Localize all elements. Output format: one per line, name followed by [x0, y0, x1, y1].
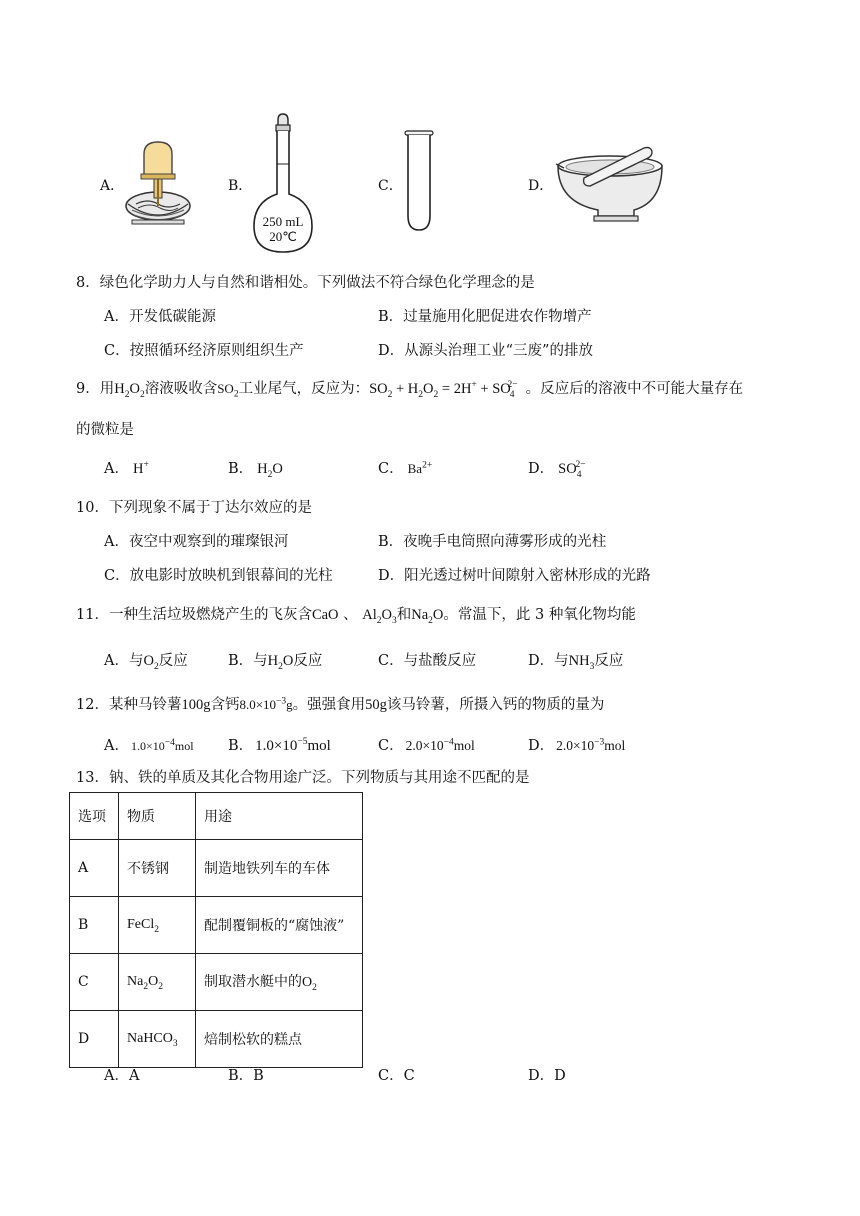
q12-stem-suffix: 该马铃薯，所摄入钙的物质的量为 — [386, 697, 605, 713]
row-c-substance — [119, 954, 196, 1011]
table-row — [70, 1011, 363, 1068]
mortar-and-pestle-icon — [554, 144, 666, 222]
q7-option-c-label: C． — [378, 178, 403, 194]
h2o-formula-q11: $H_2O$ — [267, 653, 294, 672]
q9-equation: $SO_2 + H_2O_2 = 2H^+ + SO_4^{2-}$ — [369, 380, 518, 400]
q12-a-unit: mol — [174, 739, 194, 753]
q10-option-d: D．阳光透过树叶间隙射入密林形成的光路 — [378, 568, 651, 584]
q12-b-mantissa: 1.0×10 — [255, 738, 298, 754]
q9-option-a-label: A． — [104, 461, 129, 477]
q12-a-exponent: −4 — [164, 738, 175, 748]
row-a-option: A — [70, 840, 119, 897]
q12-b-unit: mol — [307, 738, 331, 754]
q11-option-d-prefix: D．与 — [528, 653, 569, 669]
q9-stem-prefix: 9．用 — [76, 381, 115, 397]
volumetric-flask-icon — [252, 112, 314, 254]
q12-option-b-value — [255, 738, 331, 754]
row-d-substance — [119, 1011, 196, 1068]
row-b-use: 配制覆铜板的“腐蚀液” — [196, 897, 363, 954]
q11-stem-suffix: 。常温下，此 3 种氧化物均能 — [443, 607, 636, 623]
so2-formula: $SO_2$ — [217, 381, 239, 400]
h2o2-formula: $H_2O_2$ — [114, 381, 145, 400]
q11-stem-prefix: 11．一种生活垃圾燃烧产生的飞灰含 — [76, 607, 312, 623]
q12-stem-mid1: 含钙 — [210, 697, 240, 713]
q9-stem-mid1: 溶液吸收含 — [144, 381, 218, 397]
q12-option-a-label: A． — [104, 738, 129, 754]
o2-formula: $O_2$ — [143, 653, 159, 672]
h2o-formula: $H_2O$ — [257, 461, 283, 480]
test-tube-icon — [402, 130, 436, 232]
row-b-substance — [119, 897, 196, 954]
q7-option-a-label: A． — [100, 178, 125, 194]
q9-stem-mid2: 工业尾气，反应为： — [238, 381, 370, 397]
header-substance: 物质 — [119, 793, 196, 840]
q11-option-a — [104, 649, 188, 672]
q9-option-c-label: C． — [378, 461, 404, 477]
q12-option-c — [378, 734, 475, 755]
mass-50g: 50g — [365, 697, 387, 713]
al2o3-formula: $Al_2O_3$ — [362, 607, 397, 626]
q12-option-d-label: D． — [528, 738, 555, 754]
o2-formula-table: $O_2$ — [302, 975, 317, 993]
row-a-substance: 不锈钢 — [119, 840, 196, 897]
nahco3-formula: NaHCO$_3$ — [127, 1030, 178, 1049]
nh3-formula: $NH_3$ — [568, 653, 595, 672]
q12-option-d — [528, 734, 625, 755]
q12-d-unit: mol — [604, 738, 626, 753]
q12-stem — [76, 693, 604, 714]
table-header-row — [70, 793, 363, 840]
q13-stem: 13．钠、铁的单质及其化合物用途广泛。下列物质与其用途不匹配的是 — [76, 770, 530, 786]
q12-option-c-value — [406, 738, 475, 753]
row-d-option: D — [70, 1011, 119, 1068]
q9-stem — [76, 377, 743, 400]
q12-option-b-label: B． — [228, 738, 254, 754]
q12-stem-prefix: 12．某种马铃薯 — [76, 697, 182, 713]
row-b-option: B — [70, 897, 119, 954]
q12-c-exponent: −4 — [443, 737, 454, 748]
sulfate-ion-formula: $SO_4^{2-}$ — [558, 460, 586, 480]
header-use: 用途 — [196, 793, 363, 840]
row-c-use-text: 制取潜水艇中的 — [204, 974, 302, 991]
q10-option-a: A．夜空中观察到的璀璨银河 — [104, 534, 289, 550]
q11-option-b-prefix: B．与 — [228, 653, 268, 669]
q12-a-mantissa: 1.0×10 — [130, 739, 165, 753]
q12-c-unit: mol — [453, 738, 475, 753]
row-d-use: 焙制松软的糕点 — [196, 1011, 363, 1068]
q11-stem: 11．一种生活垃圾燃烧产生的飞灰含CaO 、 $Al_2O_3$和$Na_2O$。常温下，此 3 种氧化物均能 — [76, 607, 636, 626]
q12-stem-mid2: 。强强食用 — [292, 697, 366, 713]
q9-option-b-label: B． — [228, 461, 254, 477]
q11-stem-and: 和 — [396, 607, 412, 623]
q11-option-d-suffix: 反应 — [594, 653, 624, 669]
header-option: 选项 — [70, 793, 119, 840]
q8-option-c: C．按照循环经济原则组织生产 — [104, 343, 304, 359]
na2o-formula: $Na_2O$ — [411, 607, 444, 626]
q11-option-a-suffix: 反应 — [158, 653, 188, 669]
ba-ion-formula: $Ba^{2+}$ — [407, 460, 433, 476]
cao-formula: CaO — [311, 607, 339, 623]
q8-stem: 8．绿色化学助力人与自然和谐相处。下列做法不符合绿色化学理念的是 — [76, 275, 535, 291]
q9-stem-line2: 的微粒是 — [76, 422, 134, 438]
q10-stem: 10．下列现象不属于丁达尔效应的是 — [76, 500, 312, 516]
q8-option-d: D．从源头治理工业“三废”的排放 — [378, 343, 593, 359]
q9-option-c — [378, 457, 432, 478]
na2o2-formula: $Na_2O_2$ — [127, 973, 163, 992]
q13-table — [69, 792, 363, 1068]
table-row — [70, 840, 363, 897]
q12-b-exponent: −5 — [297, 737, 308, 747]
q9-option-b — [228, 457, 283, 480]
flask-temperature-text: 20℃ — [269, 229, 297, 244]
q12-d-exponent: −3 — [594, 737, 605, 748]
q9-stem-suffix: 。反应后的溶液中不可能大量存在 — [525, 381, 744, 397]
q8-option-a: A．开发低碳能源 — [104, 309, 216, 325]
q12-option-d-value — [556, 738, 625, 753]
q9-option-d — [528, 457, 592, 480]
q11-option-c: C．与盐酸反应 — [378, 653, 477, 669]
mass-100g: 100g — [181, 697, 211, 713]
q12-d-mantissa: 2.0×10 — [556, 738, 595, 753]
q13-answer-c: C．C — [378, 1068, 415, 1084]
q11-option-a-prefix: A．与 — [104, 653, 144, 669]
h-ion-formula: H+ — [132, 460, 149, 477]
row-c-use — [196, 954, 363, 1011]
q9-option-d-label: D． — [528, 461, 555, 477]
q10-option-c: C．放电影时放映机到银幕间的光柱 — [104, 568, 333, 584]
q12-option-c-label: C． — [378, 738, 404, 754]
q12-option-b — [228, 734, 331, 755]
calcium-mass: $8.0\times 10^{-3}g$ — [239, 696, 293, 712]
alcohol-lamp-icon — [124, 140, 192, 226]
fecl2-formula: FeCl$_2$ — [127, 916, 159, 935]
flask-volume-text: 250 mL — [262, 214, 304, 229]
q12-option-a-value — [131, 739, 194, 753]
q13-answer-a: A．A — [104, 1068, 140, 1084]
q11-option-b-suffix: 反应 — [293, 653, 323, 669]
table-row — [70, 897, 363, 954]
row-a-use: 制造地铁列车的车体 — [196, 840, 363, 897]
q12-c-mantissa: 2.0×10 — [405, 738, 444, 753]
q13-answer-b: B．B — [228, 1068, 264, 1084]
q8-option-b: B．过量施用化肥促进农作物增产 — [378, 309, 592, 325]
q12-option-a — [104, 734, 194, 755]
q9-option-a — [104, 457, 149, 478]
q11-option-d — [528, 649, 623, 672]
table-row — [70, 954, 363, 1011]
q10-option-b: B．夜晚手电筒照向薄雾形成的光柱 — [378, 534, 607, 550]
q7-option-d-label: D． — [528, 178, 554, 194]
q13-answer-d: D．D — [528, 1068, 566, 1084]
q7-option-b-label: B． — [228, 178, 253, 194]
row-c-option: C — [70, 954, 119, 1011]
q11-option-b — [228, 649, 322, 672]
